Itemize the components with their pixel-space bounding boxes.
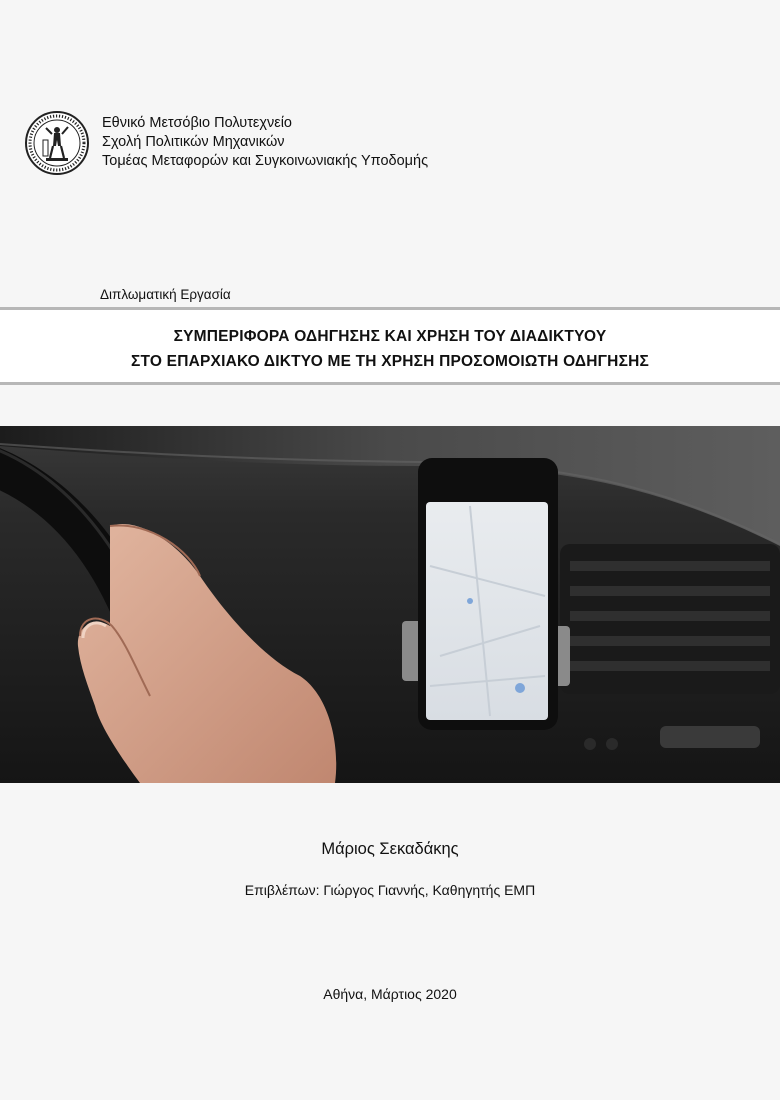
department-name: Τομέας Μεταφορών και Συγκοινωνιακής Υποδομής [102, 153, 429, 169]
air-vent [560, 544, 780, 694]
title-band [0, 307, 780, 385]
supervisor-line: Επιβλέπων: Γιώργος Γιαννής, Καθηγητής ΕΜΠ [244, 882, 536, 898]
cover-photo [0, 426, 780, 783]
document-type: Διπλωματική Εργασία [100, 287, 231, 302]
thesis-title-line-2: ΣΤΟ ΕΠΑΡΧΙΑΚΟ ΔΙΚΤΥΟ ΜΕ ΤΗ ΧΡΗΣΗ ΠΡΟΣΟΜΟΙΩΤΗ ΟΔΗΓΗΣΗΣ [131, 353, 649, 370]
university-name: Εθνικό Μετσόβιο Πολυτεχνείο [102, 115, 293, 131]
school-name: Σχολή Πολιτικών Μηχανικών [102, 134, 285, 150]
author-name: Μάριος Σεκαδάκης [321, 840, 459, 858]
place-date: Αθήνα, Μάρτιος 2020 [323, 986, 457, 1002]
institution-names [102, 114, 428, 171]
university-seal-icon [24, 110, 90, 176]
phone-mount [402, 458, 570, 730]
institution-header [24, 110, 428, 176]
thesis-title-line-1: ΣΥΜΠΕΡΙΦΟΡΑ ΟΔΗΓΗΣΗΣ ΚΑΙ ΧΡΗΣΗ ΤΟΥ ΔΙΑΔΙΚΤΥΟΥ [173, 328, 607, 345]
